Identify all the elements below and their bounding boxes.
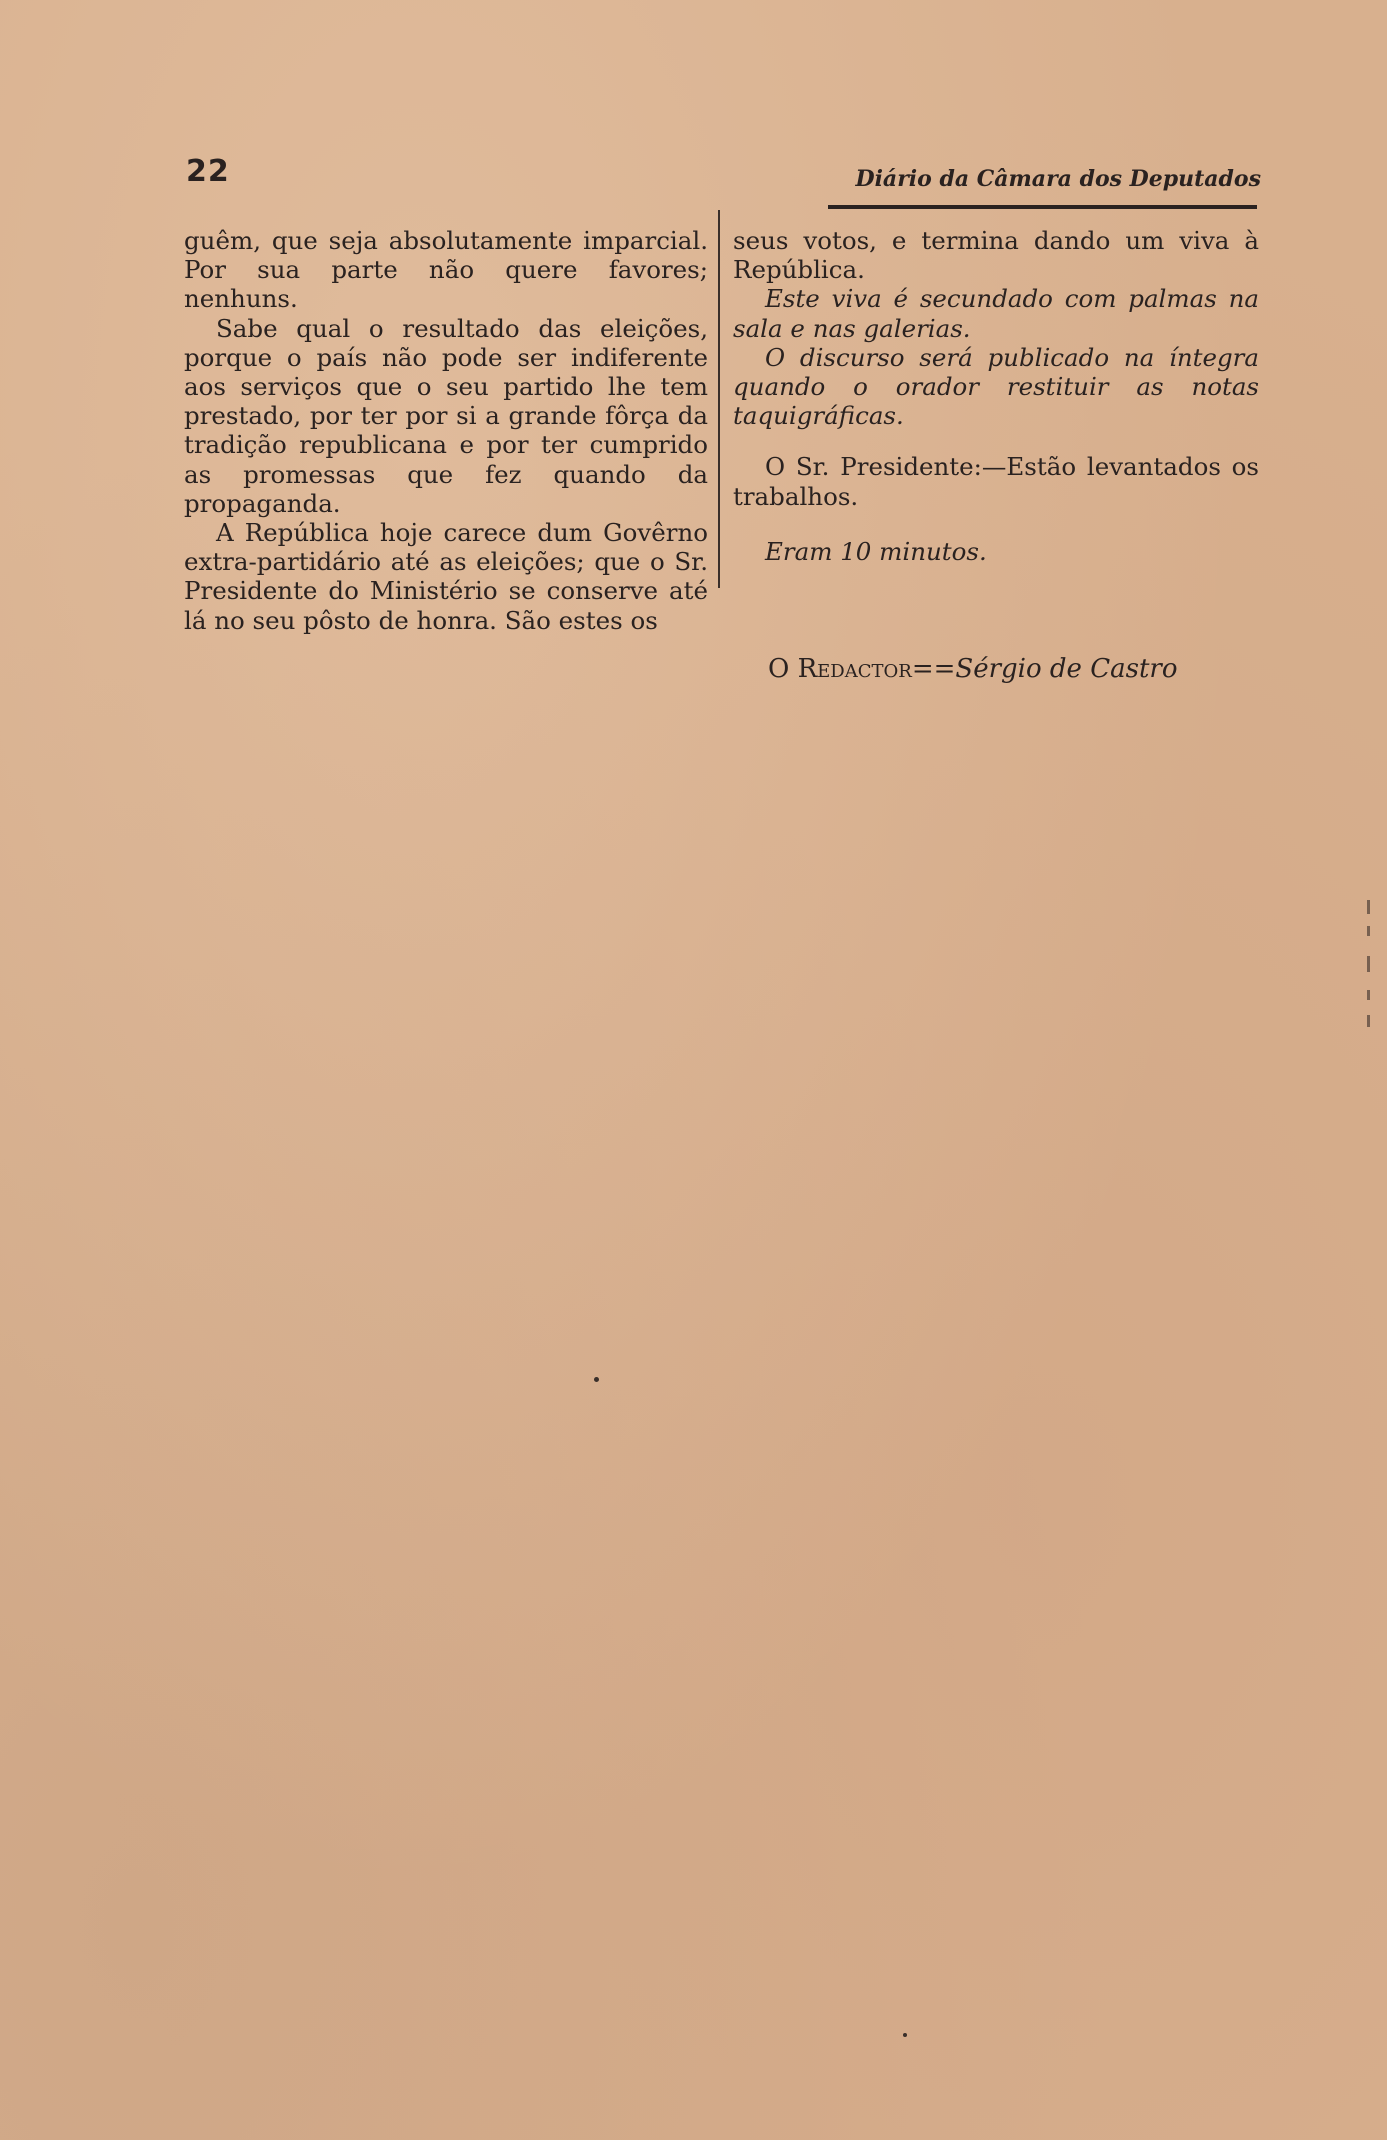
left-paragraph-2: Sabe qual o resultado das eleições, porque o país não pode ser indiferente aos serviços que o seu partido lhe tem prestado, por ter por si a grande fôrça da tradição republicana e por ter cumprido as promessas que fez quando da propaganda. bbox=[184, 313, 708, 518]
president-statement bbox=[733, 452, 1259, 510]
closing-time: Eram 10 minutos. bbox=[765, 536, 987, 566]
speech-continuation: seus votos, e termina dando um viva à República. bbox=[733, 226, 1259, 285]
redactor-name: Sérgio de Castro bbox=[955, 654, 1178, 684]
redactor-prefix: O bbox=[768, 654, 790, 684]
redactor-title: Redactor bbox=[797, 654, 912, 684]
left-paragraph-3: A República hoje carece dum Govêrno extra-partidário até as eleições; que o Sr. Presidente do Ministério se conserve até lá no seu pôsto de honra. São estes os bbox=[184, 518, 708, 635]
margin-stamp-mark bbox=[1366, 900, 1372, 1030]
spacer bbox=[733, 511, 1259, 537]
running-title: Diário da Câmara dos Deputados bbox=[855, 166, 1261, 192]
right-column bbox=[733, 226, 1259, 566]
stage-note-publication: O discurso será publicado na íntegra quando o orador restituir as notas taquigráficas. bbox=[733, 342, 1259, 431]
page-number: 22 bbox=[186, 154, 230, 189]
redactor-separator: == bbox=[911, 654, 956, 684]
left-paragraph-1: guêm, que seja absolutamente imparcial. Por sua parte não quere favores; nenhuns. bbox=[184, 226, 708, 314]
redactor-signature bbox=[768, 654, 1177, 684]
column-divider bbox=[718, 210, 720, 588]
paper-speck bbox=[903, 2033, 907, 2037]
header-rule bbox=[828, 205, 1257, 209]
left-column bbox=[184, 226, 708, 635]
spacer bbox=[733, 430, 1259, 452]
president-speaker: O Sr. Presidente: bbox=[765, 452, 982, 482]
president-speech: —Estão levantados os trabalhos. bbox=[733, 452, 1259, 511]
paper-speck bbox=[594, 1377, 599, 1382]
stage-note-applause: Este viva é secundado com palmas na sala e nas galerias. bbox=[733, 284, 1259, 343]
